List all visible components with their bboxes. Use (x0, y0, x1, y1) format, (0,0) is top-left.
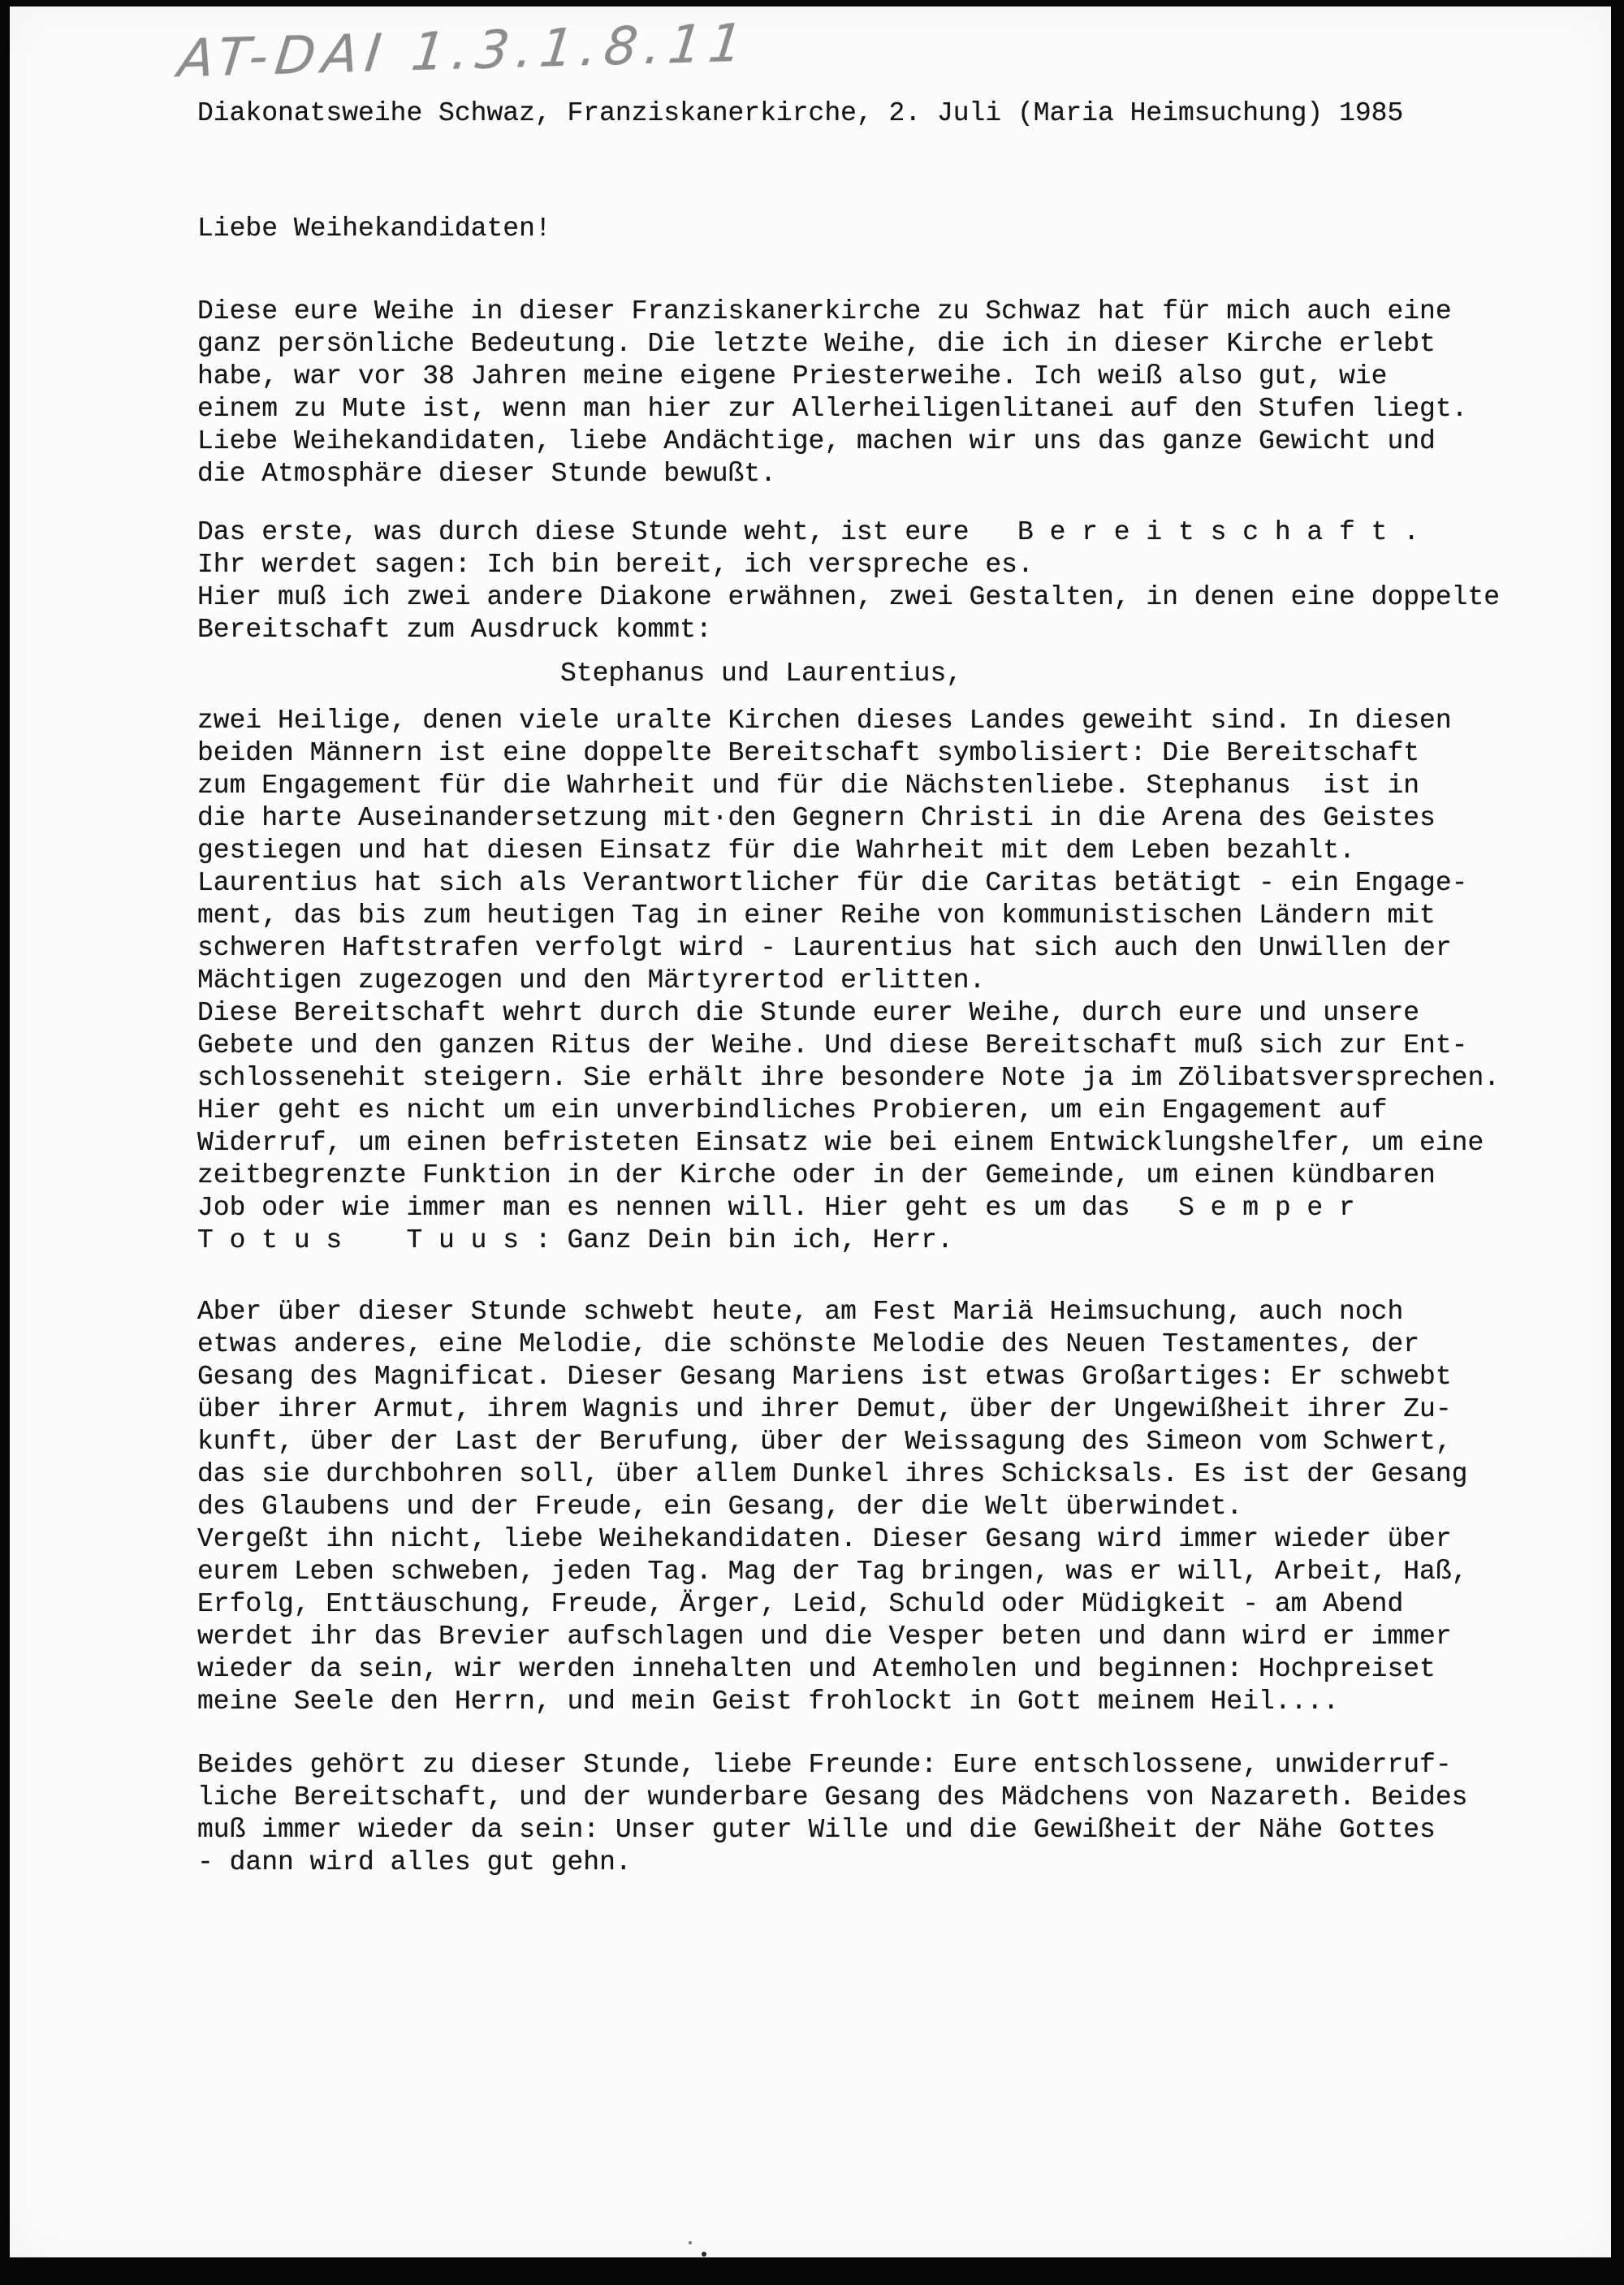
paragraph-closing: Beides gehört zu dieser Stunde, liebe Freunde: Eure entschlossene, unwiderruf- liche Bereitschaft, und der wunderbare Gesang des Mädchens von Nazareth. Beides muß immer wieder da sein: Unser guter Wille und die Gewißheit der Nähe Gottes - dann wird alles gut gehn. (197, 1750, 1468, 1877)
document-title: Diakonatsweihe Schwaz, Franziskanerkirche, 2. Juli (Maria Heimsuchung) 1985 (197, 98, 1404, 128)
paragraph-two-saints: zwei Heilige, denen viele uralte Kirchen dieses Landes geweiht sind. In diesen beiden Männern ist eine doppelte Bereitschaft symbolisiert: Die Bereitschaft zum Engagement für die Wahrheit und für die Nächstenliebe. Stephanus ist in die harte Auseinandersetzung mit·den Gegnern Christi in die Arena des Geistes gestiegen und hat diesen Einsatz für die Wahrheit mit dem Leben bezahlt. Laurentius hat sich als Verantwortlicher für die Caritas betätigt - ein Engage- ment, das bis zum heutigen Tag in einer Reihe von kommunistischen Ländern mit schweren Haftstrafen verfolgt wird - Laurentius hat sich auch den Unwillen der Mächtigen zugezogen und den Märtyrertod erlitten. Diese Bereitschaft wehrt durch die Stunde eurer Weihe, durch eure und unsere Gebete und den ganzen Ritus der Weihe. Und diese Bereitschaft muß sich zur Ent- schlossenehit steigern. Sie erhält ihre besondere Note ja im Zölibatsversprechen. Hier geht es nicht um ein unverbindliches Probieren, um ein Engagement auf Widerruf, um einen befristeten Einsatz wie bei einem Entwicklungshelfer, um eine zeitbegrenzte Funktion in der Kirche oder in der Gemeinde, um einen kündbaren Job oder wie immer man es nennen will. Hier geht es um das S e m p e r T o t u s T u u s : Ganz Dein bin ich, Herr. (197, 706, 1501, 1255)
paragraph-bereitschaft: Das erste, was durch diese Stunde weht, ist eure B e r e i t s c h a f t . Ihr werdet sagen: Ich bin bereit, ich verspreche es. Hier muß ich zwei andere Diakone erwähnen, zwei Gestalten, in denen eine doppelte Bereitschaft zum Ausdruck kommt: (197, 517, 1501, 645)
paragraph-introduction: Diese eure Weihe in dieser Franziskanerkirche zu Schwaz hat für mich auch eine ganz persönliche Bedeutung. Die letzte Weihe, die ich in dieser Kirche erlebt habe, war vor 38 Jahren meine eigene Priesterweihe. Ich weiß also gut, wie einem zu Mute ist, wenn man hier zur Allerheiligenlitanei auf den Stufen liegt. Liebe Weihekandidaten, liebe Andächtige, machen wir uns das ganze Gewicht und die Atmosphäre dieser Stunde bewußt. (197, 296, 1468, 489)
document-page (10, 6, 1611, 2257)
handwritten-archival-note: AT-DAI 1.3.1.8.11 (175, 13, 753, 90)
paragraph-magnificat: Aber über dieser Stunde schwebt heute, am Fest Mariä Heimsuchung, auch noch etwas anderes, eine Melodie, die schönste Melodie des Neuen Testamentes, der Gesang des Magnificat. Dieser Gesang Mariens ist etwas Großartiges: Er schwebt über ihrer Armut, ihrem Wagnis und ihrer Demut, über der Ungewißheit ihrer Zu- kunft, über der Last der Berufung, über der Weissagung des Simeon vom Schwert, das sie durchbohren soll, über allem Dunkel ihres Schicksals. Es ist der Gesang des Glaubens und der Freude, ein Gesang, der die Welt überwindet. Vergeßt ihn nicht, liebe Weihekandidaten. Dieser Gesang wird immer wieder über eurem Leben schweben, jeden Tag. Mag der Tag bringen, was er will, Arbeit, Haß, Erfolg, Enttäuschung, Freude, Ärger, Leid, Schuld oder Müdigkeit - am Abend werdet ihr das Brevier aufschlagen und die Vesper beten und dann wird er immer wieder da sein, wir werden innehalten und Atemholen und beginnen: Hochpreiset meine Seele den Herrn, und mein Geist frohlockt in Gott meinem Heil.... (197, 1297, 1468, 1717)
salutation: Liebe Weihekandidaten! (197, 214, 551, 244)
centered-heading-stephanus-laurentius: Stephanus und Laurentius, (560, 659, 963, 689)
scan-speck (689, 2241, 692, 2244)
scan-speck (702, 2252, 706, 2257)
